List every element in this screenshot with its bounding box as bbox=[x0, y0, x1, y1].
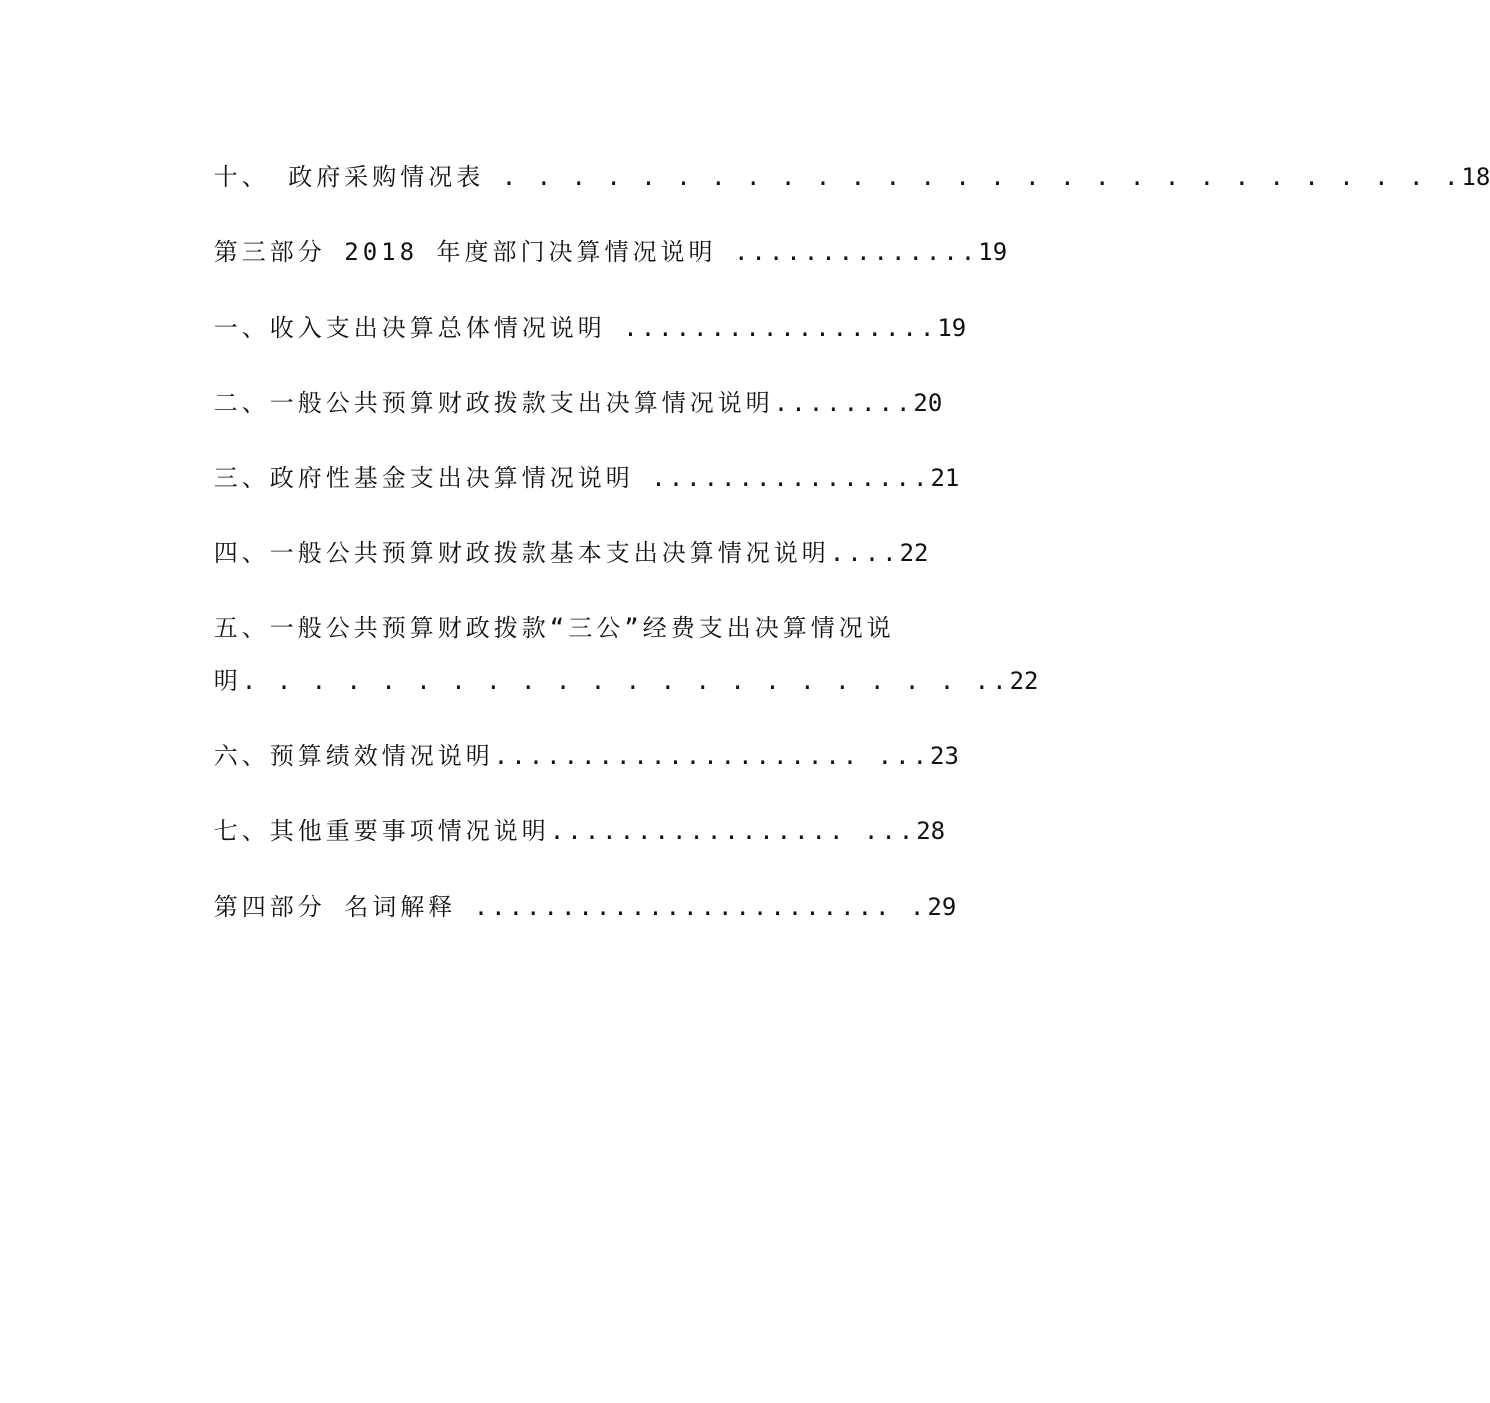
toc-dot-leader: .............. bbox=[716, 238, 979, 266]
toc-dot-leader: ........ bbox=[773, 389, 914, 417]
toc-entry-title: 十、 政府采购情况表 bbox=[213, 163, 485, 191]
toc-dot-leader: ................. ... bbox=[549, 817, 917, 845]
toc-dot-leader: .... bbox=[829, 539, 900, 567]
toc-entry-title: 七、其他重要事项情况说明 bbox=[213, 817, 550, 845]
toc-dot-leader: ................ bbox=[633, 464, 931, 492]
toc-page-number: 29 bbox=[927, 893, 957, 921]
toc-dot-leader: ..................... ... bbox=[493, 742, 931, 770]
toc-entry-title: 三、政府性基金支出决算情况说明 bbox=[213, 464, 634, 492]
toc-page-number: 28 bbox=[916, 817, 946, 845]
toc-dot-leader: ........................ . bbox=[456, 893, 928, 921]
toc-page-number: 19 bbox=[937, 314, 967, 342]
toc-entry-title: 第四部分 名词解释 bbox=[213, 893, 457, 921]
toc-page-number: 19 bbox=[978, 238, 1008, 266]
toc-entry-title: 第三部分 2018 年度部门决算情况说明 bbox=[213, 238, 717, 266]
toc-entry-title: 明 bbox=[213, 667, 242, 695]
toc-page-number: 22 bbox=[899, 539, 929, 567]
toc-entry-title: 五、一般公共预算财政拨款“三公”经费支出决算情况说 bbox=[213, 614, 895, 642]
toc-dot-leader: . . . . . . . . . . . . . . . . . . . . . .. bbox=[241, 667, 1010, 695]
toc-entry-part-four-glossary[interactable] bbox=[152, 862, 956, 952]
toc-page-number: 20 bbox=[913, 389, 943, 417]
toc-page-number: 22 bbox=[1009, 667, 1039, 695]
toc-entry-title: 一、收入支出决算总体情况说明 bbox=[213, 314, 606, 342]
toc-entry-title: 六、预算绩效情况说明 bbox=[213, 742, 494, 770]
toc-page-number: 18 bbox=[1461, 163, 1490, 191]
toc-dot-leader: . . . . . . . . . . . . . . . . . . . . . . . . . . . . bbox=[484, 163, 1462, 191]
toc-entry-title: 四、一般公共预算财政拨款基本支出决算情况说明 bbox=[213, 539, 830, 567]
toc-dot-leader: .................. bbox=[605, 314, 938, 342]
toc-page-number: 23 bbox=[930, 742, 959, 770]
toc-page-number: 21 bbox=[930, 464, 960, 492]
toc-entry-title: 二、一般公共预算财政拨款支出决算情况说明 bbox=[213, 389, 774, 417]
